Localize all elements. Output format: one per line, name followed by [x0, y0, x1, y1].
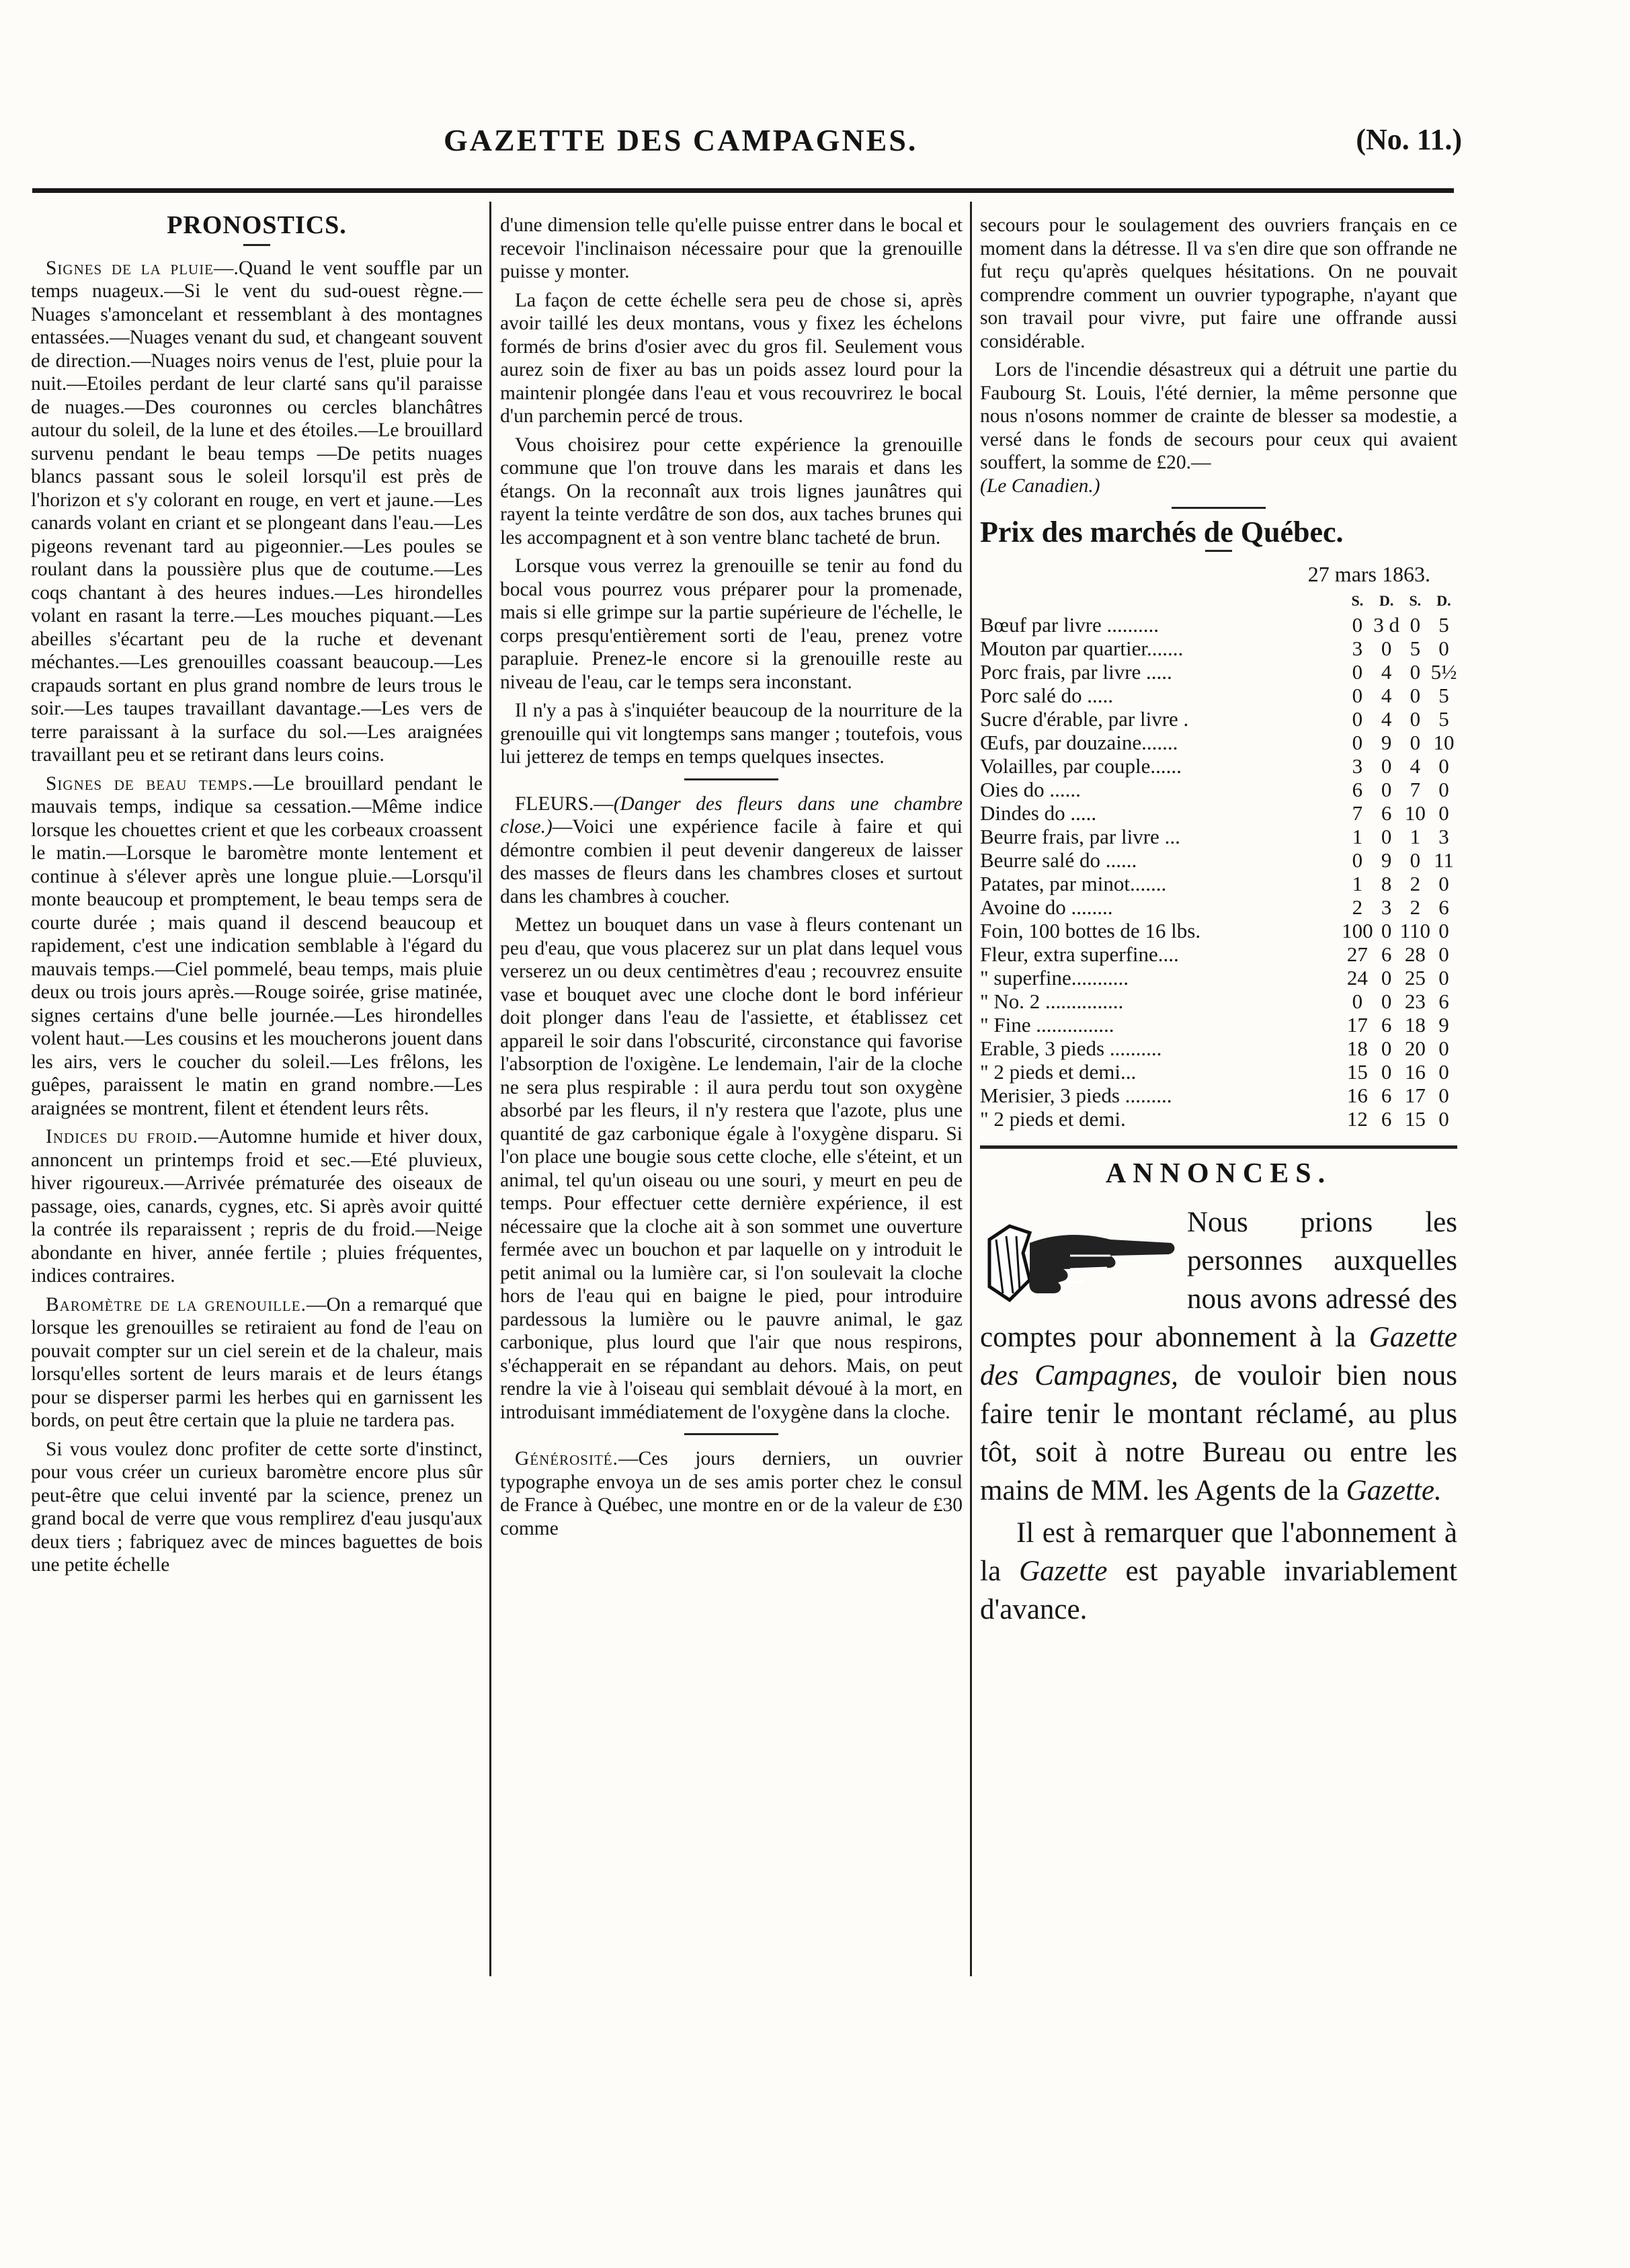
price-value: 2 — [1410, 872, 1421, 895]
paragraph: d'une dimension telle qu'elle puisse entrer dans le bocal et recevoir l'inclinaison nécessaire pour que la grenouille puisse y monter. — [500, 214, 963, 282]
price-value: 0 — [1352, 731, 1363, 754]
paragraph: Baromètre de la grenouille.—On a remarqué que lorsque les grenouilles se retiraient au fond de l'eau on pouvait compter sur un ciel serein et de la chaleur, mais lorsqu'elles sortent de leurs marais et de leurs étangs pour se disperser parmi les herbes qui en garnissent les bords, on peut être certain que la pluie ne tardera pas. — [31, 1293, 483, 1431]
price-item: Merisier, 3 pieds ......... — [980, 1084, 1172, 1107]
price-value: 6 — [1438, 895, 1449, 919]
price-row — [980, 684, 1457, 707]
price-item: Avoine do ........ — [980, 895, 1113, 919]
price-value: 0 — [1438, 919, 1449, 942]
price-value: 4 — [1381, 707, 1392, 731]
paragraph: Signes de beau temps.—Le brouillard pendant le mauvais temps, indique sa cessation.—Même indice lorsque les chouettes crient et que les corbeaux croassent le matin.—Lorsque le baromètre monte lentement et continue à s'élever après une longue pluie.—Lorsqu'il monte beaucoup et promptement, le beau temps sera de courte durée ; mais quand il descend beaucoup et rapidement, c'est une indication semblable à l'égard du mauvais temps.—Ciel pommelé, beau temps, mais pluie deux ou trois jours après.—Rouge soirée, grise matinée, signes certains d'une belle journée.—Les hirondelles volent haut.—Les cousins et les moucherons jouent dans les airs, vers le coucher du soleil.—Les frêlons, les guêpes, paraissent le matin en grand nombre.—Les araignées se montrent, filent et étendent leurs rêts. — [31, 772, 483, 1119]
col-header: D. — [1379, 592, 1394, 609]
price-value: 5 — [1438, 684, 1449, 707]
price-value: 0 — [1381, 754, 1392, 778]
price-value: 5½ — [1430, 660, 1457, 684]
paragraph-lead: Générosité. — [515, 1448, 618, 1469]
col-header: S. — [1351, 592, 1364, 609]
col-header: D. — [1436, 592, 1451, 609]
price-row — [980, 1060, 1457, 1084]
price-row — [980, 1084, 1457, 1107]
source-credit: (Le Canadien.) — [980, 475, 1100, 497]
masthead-title: GAZETTE DES CAMPAGNES. — [444, 123, 918, 157]
price-value: 23 — [1404, 989, 1426, 1013]
price-item: " Fine ............... — [980, 1013, 1114, 1037]
price-value: 6 — [1381, 942, 1392, 966]
price-value: 0 — [1410, 731, 1421, 754]
price-value: 0 — [1438, 1037, 1449, 1060]
market-prices-title: Prix des marchés de Québec. — [980, 516, 1344, 549]
price-item: " 2 pieds et demi. — [980, 1107, 1126, 1131]
price-row — [980, 848, 1457, 872]
price-item: Beurre frais, par livre ... — [980, 825, 1180, 848]
paragraph: Indices du froid.—Automne humide et hiver doux, annoncent un printemps froid et sec.—Eté pluvieux, hiver rigoureux.—Arrivée prématurée des oiseaux de passage, oies, canards, cygnes, etc. Si après avoir quitté la contrée ils reparaissent ; repris de du froid.—Neige abondante en hiver, année fertile ; pluies fréquentes, indices contraires. — [31, 1126, 483, 1287]
price-row — [980, 731, 1457, 754]
annonces-heading: ANNONCES. — [1105, 1158, 1332, 1189]
paragraph: Vous choisirez pour cette expérience la grenouille commune que l'on trouve dans les marais et dans les étangs. On la reconnaît aux trois lignes jaunâtres qui rayent la teinte verdâtre de son dos, aux taches brunes qui les accompagnent et à son ventre blanc tacheté de brun. — [500, 434, 963, 549]
paragraph: La façon de cette échelle sera peu de chose si, après avoir taillé les deux montans, vous y fixez les échelons formés de brins d'osier avec du gros fil. Seulement vous aurez soin de fixer au bas un poids assez lourd pour la maintenir plongée dans l'eau et vous recouvrirez le bocal d'un parchemin percé de trous. — [500, 289, 963, 427]
price-value: 20 — [1404, 1037, 1426, 1060]
price-row — [980, 825, 1457, 848]
price-value: 0 — [1381, 778, 1392, 801]
price-item: Oies do ...... — [980, 778, 1081, 801]
price-value: 6 — [1381, 1013, 1392, 1037]
header-rule — [32, 188, 1454, 193]
price-item: Beurre salé do ...... — [980, 848, 1137, 872]
price-value: 2 — [1410, 895, 1421, 919]
section-rule — [1172, 507, 1266, 509]
price-value: 0 — [1352, 707, 1363, 731]
price-item: Porc frais, par livre ..... — [980, 660, 1172, 684]
paragraph: secours pour le soulagement des ouvriers français en ce moment dans la détresse. Il va s'en dire que son offrande ne fut reçu qu'après quelques hésitations. On ne pouvait comprendre comment un ouvrier typographe, n'ayant que son travail pour vivre, put faire une offrande aussi considérable. — [980, 214, 1457, 352]
price-value: 0 — [1352, 848, 1363, 872]
price-value: 10 — [1404, 801, 1426, 825]
price-item: Œufs, par douzaine....... — [980, 731, 1178, 754]
price-value: 0 — [1410, 660, 1421, 684]
section-rule — [684, 1433, 778, 1435]
column-2 — [500, 214, 963, 1545]
price-row — [980, 637, 1457, 660]
paragraph-lead: Signes de beau temps. — [46, 772, 253, 795]
price-value: 0 — [1381, 637, 1392, 660]
price-row — [980, 660, 1457, 684]
paragraph-lead: FLEURS.— — [515, 793, 614, 815]
price-row — [980, 1037, 1457, 1060]
issue-number: (No. 11.) — [1356, 123, 1462, 156]
price-value: 8 — [1381, 872, 1392, 895]
price-value: 1 — [1352, 872, 1363, 895]
page-header — [27, 122, 1462, 169]
price-value: 3 — [1438, 825, 1449, 848]
price-value: 0 — [1381, 919, 1392, 942]
price-value: 0 — [1410, 613, 1421, 637]
price-item: Porc salé do ..... — [980, 684, 1114, 707]
price-value: 17 — [1346, 1013, 1368, 1037]
price-item: " 2 pieds et demi... — [980, 1060, 1137, 1084]
price-value: 0 — [1352, 684, 1363, 707]
price-value: 11 — [1434, 848, 1454, 872]
paragraph: Il n'y a pas à s'inquiéter beaucoup de la nourriture de la grenouille qui vit longtemps sans manger ; toutefois, vous lui jetterez de temps en temps quelques insectes. — [500, 700, 963, 768]
subscription-notice: Nous prions les personnes auxquelles nous avons adressé des comptes pour abonnement à la Gazette des Campagnes, de vouloir bien nous faire tenir le montant réclamé, au plus tôt, soit à notre Bureau ou entre les mains de MM. les Agents de la Gazette. Il est à remarquer que l'abonnement à la Gazette est payable invariablement d'avance. — [980, 1206, 1458, 1625]
price-value: 0 — [1381, 966, 1392, 989]
price-value: 0 — [1438, 801, 1449, 825]
price-value: 3 — [1381, 895, 1392, 919]
price-value: 5 — [1438, 707, 1449, 731]
price-row — [980, 1107, 1457, 1131]
price-value: 1 — [1352, 825, 1363, 848]
price-row — [980, 1013, 1457, 1037]
price-value: 16 — [1404, 1060, 1426, 1084]
section-rule — [684, 778, 778, 780]
column-divider — [970, 202, 972, 1976]
column-divider — [489, 202, 491, 1976]
price-item: Volailles, par couple...... — [980, 754, 1182, 778]
price-value: 16 — [1346, 1084, 1368, 1107]
price-value: 9 — [1381, 731, 1392, 754]
price-item: Mouton par quartier....... — [980, 637, 1184, 660]
price-value: 7 — [1352, 801, 1363, 825]
column-1 — [31, 211, 483, 1582]
price-value: 0 — [1381, 825, 1392, 848]
price-value: 0 — [1410, 848, 1421, 872]
price-row — [980, 966, 1457, 989]
price-value: 9 — [1438, 1013, 1449, 1037]
price-table — [980, 588, 1457, 1131]
price-value: 0 — [1438, 1107, 1449, 1131]
price-value: 0 — [1381, 989, 1392, 1013]
price-value: 27 — [1346, 942, 1368, 966]
price-value: 1 — [1410, 825, 1421, 848]
price-value: 0 — [1410, 684, 1421, 707]
price-value: 0 — [1381, 1037, 1392, 1060]
price-item: Fleur, extra superfine.... — [980, 942, 1179, 966]
price-item: " No. 2 ............... — [980, 989, 1124, 1013]
paragraph-lead: Indices du froid. — [46, 1126, 198, 1147]
price-row — [980, 754, 1457, 778]
price-item: Dindes do ..... — [980, 801, 1097, 825]
paragraph: Mettez un bouquet dans un vase à fleurs contenant un peu d'eau, que vous placerez sur un plat dans lequel vous verserez un ou deux centimètres d'eau ; recouvrez ensuite vase et bouquet avec une cloche dont le bord inférieur doit plonger dans l'eau de l'assiette, et établissez cet appareil le soir dans l'obscurité, circonstance qui favorise l'absorption de l'oxigène. Le lendemain, l'air de la cloche ne sera plus respirable : il aura perdu tout son oxygène absorbé par les fleurs, il n'y restera que l'azote, plus une quantité de gaz carbonique égale à l'oxygène disparu. Si l'on place une bougie sous cette cloche, elle s'éteint, et un animal, tel qu'un oiseau ou une souri, y meurt en peu de temps. Pour effectuer cette dernière expérience, il est nécessaire que la cloche ait à son sommet une ouverture fermée avec un bouchon et par laquelle on y introduit le petit animal ou la lumière car, si l'on soulevait la cloche hors de l'eau qui en baigne le pied, pour introduire pardessous la lumière ou le pauvre animal, le gaz carbonique, plus lourd que l'air que nous respirons, s'échapperait en se répandant au dehors. Mais, on peut rendre la vie à l'oiseau qui semblait dévoué à la mort, en introduisant immédiatement de l'oxygène dans la cloche. — [500, 914, 963, 1423]
price-row — [980, 989, 1457, 1013]
price-item: Sucre d'érable, par livre . — [980, 707, 1189, 731]
price-value: 0 — [1381, 1060, 1392, 1084]
price-value: 15 — [1404, 1107, 1426, 1131]
price-value: 6 — [1381, 1107, 1392, 1131]
article-title: PRONOSTICS. — [167, 211, 347, 239]
price-row — [980, 778, 1457, 801]
price-value: 7 — [1410, 778, 1421, 801]
price-item: Bœuf par livre .......... — [980, 613, 1159, 637]
paragraph: Si vous voulez donc profiter de cette sorte d'instinct, pour vous créer un curieux baromètre encore plus sûr peut-être que celui inventé par la science, prenez un grand bocal de verre que vous remplirez d'eau jusqu'aux deux tiers ; fabriquez avec de minces baguettes de bois une petite échelle — [31, 1438, 483, 1576]
price-row — [980, 919, 1457, 942]
price-header-row — [980, 588, 1457, 613]
price-value: 18 — [1404, 1013, 1426, 1037]
paragraph: FLEURS.—(Danger des fleurs dans une chambre close.)—Voici une expérience facile à faire et qui démontre combien il peut devenir dangereux de laisser des masses de fleurs dans les chambres closes et surtout dans les chambres à coucher. — [500, 793, 963, 907]
price-value: 100 — [1342, 919, 1373, 942]
price-row — [980, 895, 1457, 919]
price-value: 0 — [1438, 1084, 1449, 1107]
price-value: 6 — [1381, 1084, 1392, 1107]
col-header: S. — [1409, 592, 1422, 609]
price-value: 0 — [1438, 1060, 1449, 1084]
price-value: 6 — [1352, 778, 1363, 801]
paragraph: Lorsque vous verrez la grenouille se tenir au fond du bocal vous pourrez vous préparer pour la promenade, mais si elle grimpe sur la partie supérieure de l'échelle, le corps presqu'entièrement sorti de l'eau, prenez votre parapluie. Prenez-le encore si la grenouille reste au niveau de l'eau, car le temps sera inconstant. — [500, 555, 963, 693]
price-item: Patates, par minot....... — [980, 872, 1167, 895]
price-row — [980, 942, 1457, 966]
paragraph: Lors de l'incendie désastreux qui a détruit une partie du Faubourg St. Louis, l'été dernier, la même personne que nous n'osons nommer de crainte de blesser sa modestie, a versé dans le fonds de secours pour ceux qui avaient souffert, la somme de £20.— (Le Canadien.) — [980, 359, 1457, 497]
price-value: 4 — [1381, 684, 1392, 707]
price-value: 28 — [1404, 942, 1426, 966]
price-value: 6 — [1381, 801, 1392, 825]
price-value: 0 — [1438, 942, 1449, 966]
market-date: 27 mars 1863. — [1307, 561, 1430, 586]
price-body — [980, 613, 1457, 1131]
price-value: 17 — [1404, 1084, 1426, 1107]
price-value: 3 — [1352, 754, 1363, 778]
price-value: 24 — [1346, 966, 1368, 989]
column-3 — [980, 214, 1457, 1633]
price-value: 0 — [1352, 660, 1363, 684]
price-row — [980, 801, 1457, 825]
price-value: 25 — [1404, 966, 1426, 989]
price-row — [980, 872, 1457, 895]
price-value: 0 — [1438, 778, 1449, 801]
price-value: 15 — [1346, 1060, 1368, 1084]
price-value: 0 — [1438, 754, 1449, 778]
annonces-rule — [980, 1145, 1457, 1149]
price-value: 18 — [1346, 1037, 1368, 1060]
price-item: Foin, 100 bottes de 16 lbs. — [980, 919, 1201, 942]
paragraph: Générosité.—Ces jours derniers, un ouvrier typographe envoya un de ses amis porter chez le consul de France à Québec, une montre en or de la valeur de £30 comme — [500, 1448, 963, 1539]
price-value: 110 — [1399, 919, 1430, 942]
price-value: 0 — [1438, 872, 1449, 895]
pointing-hand-icon — [983, 1213, 1178, 1313]
price-value: 5 — [1410, 637, 1421, 660]
price-value: 3 — [1352, 637, 1363, 660]
price-value: 3 d — [1373, 613, 1400, 637]
price-value: 0 — [1438, 637, 1449, 660]
price-value: 0 — [1410, 707, 1421, 731]
price-value: 6 — [1438, 989, 1449, 1013]
title-rule — [243, 244, 270, 246]
paragraph: Signes de la pluie—.Quand le vent souffle par un temps nuageux.—Si le vent du sud-ouest règne.—Nuages s'amoncelant et ressemblant à des montagnes entassées.—Nuages venant du sud, et changeant souvent de direction.—Nuages noirs venus de l'est, pluie pour la nuit.—Etoiles perdant de leur clarté sans qu'il paraisse de nuages.—Des couronnes ou cercles blanchâtres autour du soleil, de la lune et des étoiles.—Le brouillard survenu pendant le beau temps —De petits nuages blancs passant sous le soleil lorsqu'il est près de l'horizon et s'y colorant en rouge, en vert et jaune.—Les canards volant en criant et se plongeant dans l'eau.—Les pigeons revenant tard au pigeonnier.—Les poules se roulant dans la poussière plus que de coutume.—Les coqs chantant à des heures indues.—Les hirondelles volant en rasant la terre.—Les mouches piquant.—Les abeilles s'écartant peu de la ruche et devenant méchantes.—Les grenouilles coassant beaucoup.—Les crapauds sortant en plus grand nombre de leurs trous le soir.—Les taupes travaillant davantage.—Les vers de terre paraissant à la surface du sol.—Les araignées travaillant peu et se retirant dans leurs coins. — [31, 257, 483, 766]
paragraph-lead: Signes de la pluie — [46, 257, 214, 279]
price-value: 9 — [1381, 848, 1392, 872]
price-value: 4 — [1410, 754, 1421, 778]
title-rule — [1205, 550, 1232, 552]
price-row — [980, 707, 1457, 731]
price-value: 4 — [1381, 660, 1392, 684]
paragraph-lead: Baromètre de la grenouille. — [46, 1293, 307, 1315]
price-value: 5 — [1438, 613, 1449, 637]
price-item: Erable, 3 pieds .......... — [980, 1037, 1162, 1060]
price-value: 2 — [1352, 895, 1363, 919]
price-value: 0 — [1352, 613, 1363, 637]
price-value: 0 — [1438, 966, 1449, 989]
price-row — [980, 613, 1457, 637]
price-value: 12 — [1346, 1107, 1368, 1131]
price-item: " superfine........... — [980, 966, 1129, 989]
price-value: 10 — [1433, 731, 1455, 754]
price-value: 0 — [1352, 989, 1363, 1013]
